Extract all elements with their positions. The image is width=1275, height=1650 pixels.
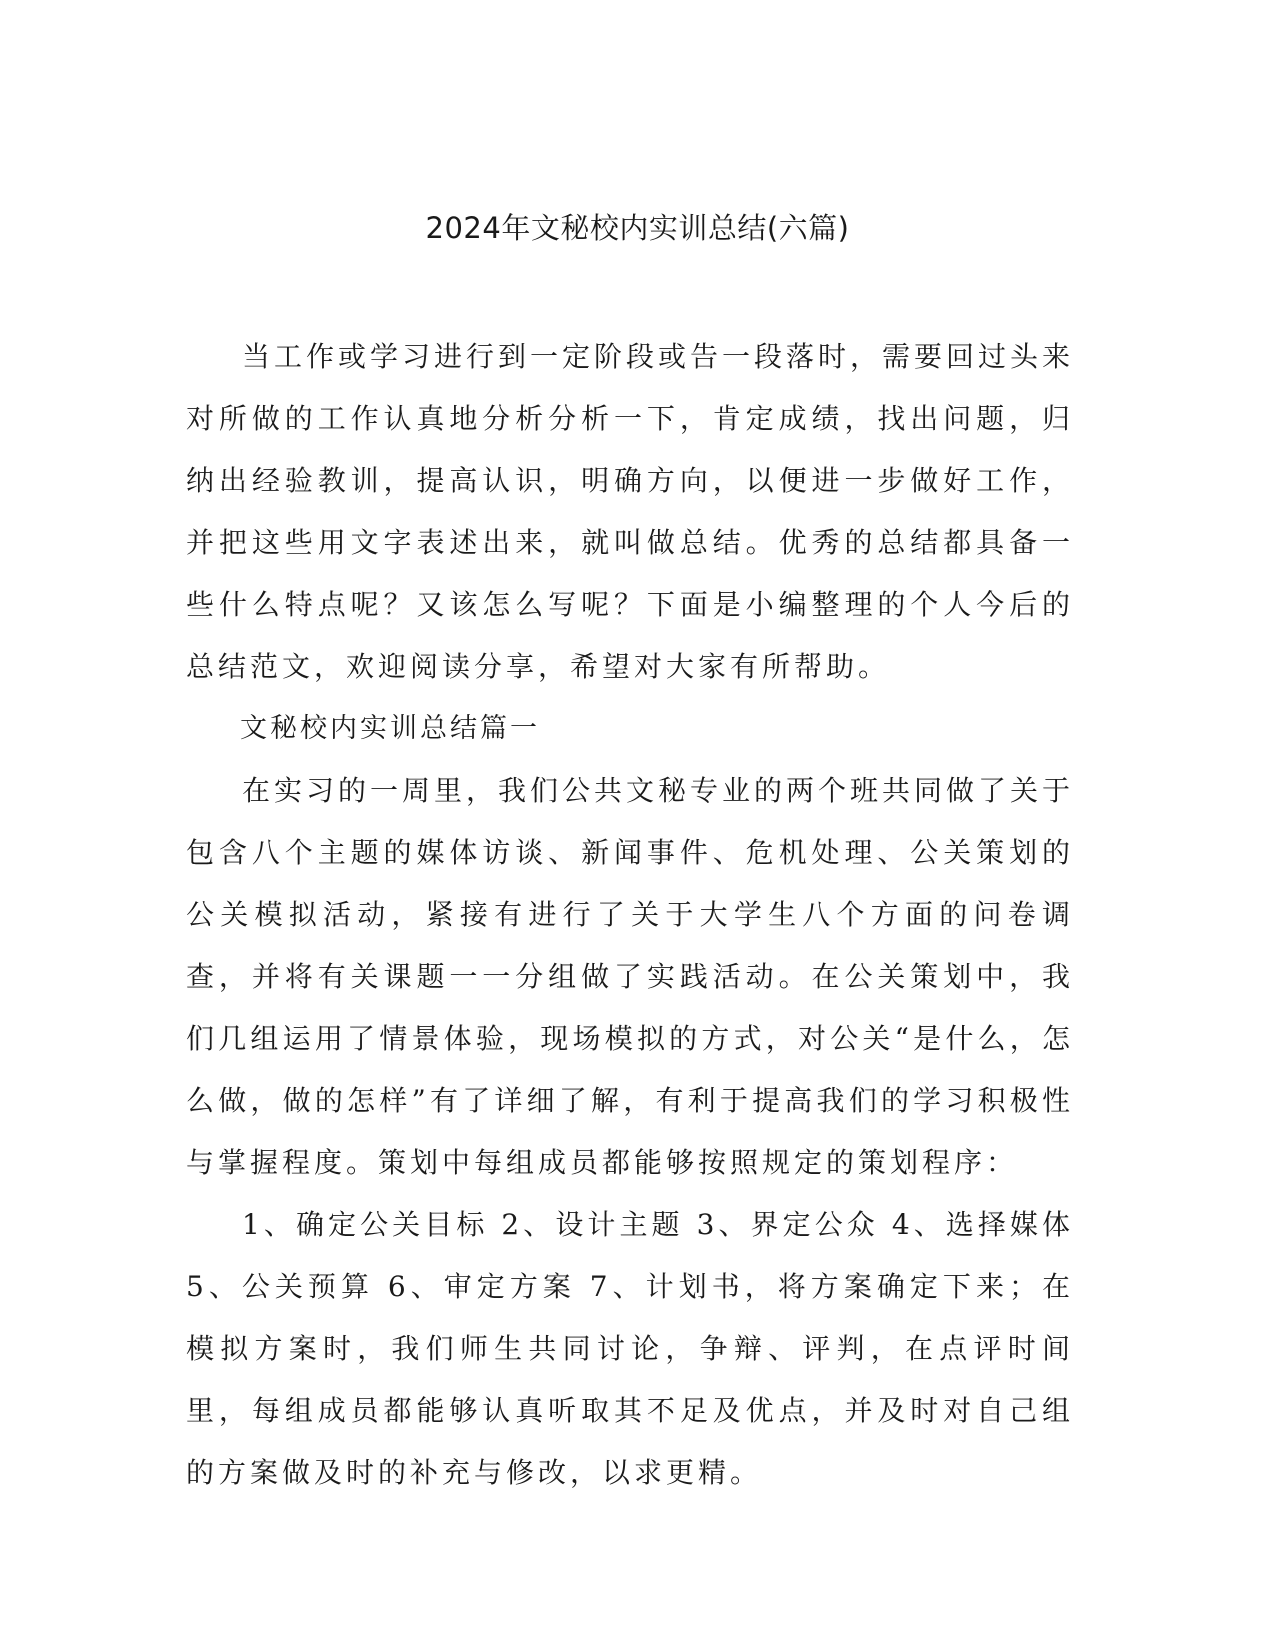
document-body [186, 326, 1074, 1504]
intro-paragraph: 当工作或学习进行到一定阶段或告一段落时，需要回过头来对所做的工作认真地分析分析一下，肯定成绩，找出问题，归纳出经验教训，提高认识，明确方向，以便进一步做好工作，并把这些用文字表述出来，就叫做总结。优秀的总结都具备一些什么特点呢？又该怎么写呢？下面是小编整理的个人今后的总结范文，欢迎阅读分享，希望对大家有所帮助。 [186, 340, 1075, 683]
document-title: 2024年文秘校内实训总结(六篇) [425, 211, 850, 245]
section-heading: 文秘校内实训总结篇一 [240, 713, 540, 744]
body-paragraph-2: 1、确定公关目标 2、设计主题 3、界定公众 4、选择媒体 5、公关预算 6、审定方案 7、计划书，将方案确定下来；在模拟方案时，我们师生共同讨论，争辩、评判，在点评时间里，每组成员都能够认真听取其不足及优点，并及时对自己组的方案做及时的补充与修改，以求更精。 [186, 1208, 1074, 1489]
body-paragraph-1: 在实习的一周里，我们公共文秘专业的两个班共同做了关于包含八个主题的媒体访谈、新闻事件、危机处理、公关策划的公关模拟活动，紧接有进行了关于大学生八个方面的问卷调查，并将有关课题一一分组做了实践活动。在公关策划中，我们几组运用了情景体验，现场模拟的方式，对公关“是什么，怎么做，做的怎样”有了详细了解，有利于提高我们的学习积极性与掌握程度。策划中每组成员都能够按照规定的策划程序： [186, 774, 1075, 1179]
